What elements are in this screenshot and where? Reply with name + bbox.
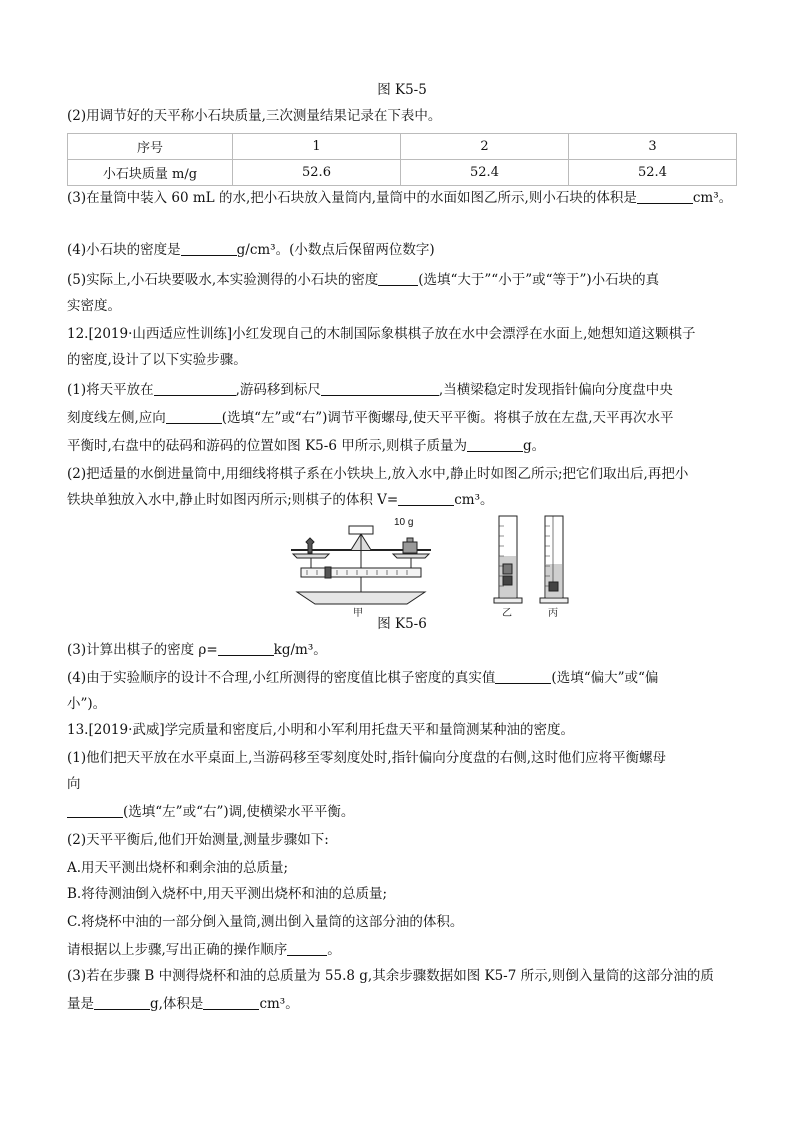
q11-part5-cont: 实密度。 [67, 298, 121, 314]
q13-step-a: A.用天平测出烧杯和剩余油的总质量; [67, 860, 289, 876]
answer-blank[interactable] [378, 271, 418, 286]
answer-blank[interactable] [94, 995, 150, 1010]
table-row [68, 160, 737, 186]
table-row [68, 134, 737, 160]
q11-part5: (5)实际上,小石块要吸水,本实验测得的小石块的密度 (选填“大于”“小于”或“等于”)小石块的真 [67, 272, 660, 288]
answer-blank[interactable] [181, 241, 237, 256]
answer-blank[interactable] [637, 189, 693, 204]
weight-label: 10 g [394, 517, 414, 528]
q13-part3: (3)若在步骤 B 中测得烧杯和油的总质量为 55.8 g,其余步骤数据如图 K5-7 所示,则倒入量筒的这部分油的质 [67, 968, 714, 984]
table-row-label: 小石块质量 m/g [68, 160, 233, 186]
table-header-cell: 2 [401, 134, 569, 160]
q11-part2: (2)用调节好的天平称小石块质量,三次测量结果记录在下表中。 [67, 108, 442, 124]
q11-part3: (3)在量筒中装入 60 mL 的水,把小石块放入量筒内,量筒中的水面如图乙所示,则小石块的体积是 cm³。 [67, 190, 733, 206]
q13-part2: (2)天平平衡后,他们开始测量,测量步骤如下: [67, 832, 329, 848]
q13-part1-line3: (选填“左”或“右”)调,使横梁水平平衡。 [67, 802, 354, 822]
q13-intro: 13.[2019·武威]学完质量和密度后,小明和小军利用托盘天平和量筒测某种油的密度。 [67, 722, 574, 738]
answer-blank[interactable] [467, 437, 523, 452]
q12-part1-line3: 平衡时,右盘中的砝码和游码的位置如图 K5-6 甲所示,则棋子质量为 g。 [67, 438, 546, 454]
q12-part4: (4)由于实验顺序的设计不合理,小红所测得的密度值比棋子密度的真实值 (选填“偏大”或“偏 [67, 670, 659, 686]
answer-blank[interactable] [154, 381, 236, 396]
table-cell: 52.4 [401, 160, 569, 186]
q13-order: 请根据以上步骤,写出正确的操作顺序 。 [67, 942, 341, 958]
q13-part1-cont: 向 [67, 776, 81, 792]
q12-part2-line2: 铁块单独放入水中,静止时如图丙所示;则棋子的体积 V= cm³。 [67, 492, 494, 508]
table-header-cell: 序号 [68, 134, 233, 160]
answer-blank[interactable] [67, 803, 123, 818]
answer-blank[interactable] [495, 669, 551, 684]
graduated-cylinder-bing [540, 516, 568, 603]
answer-blank[interactable] [321, 381, 439, 396]
table-header-cell: 1 [233, 134, 401, 160]
balance-illustration [291, 526, 431, 604]
answer-blank[interactable] [166, 409, 222, 424]
table-cell: 52.6 [233, 160, 401, 186]
q12-part4-cont: 小”)。 [67, 696, 107, 712]
figure-label-jia: 甲 [353, 608, 363, 618]
q12-part2: (2)把适量的水倒进量筒中,用细线将棋子系在小铁块上,放入水中,静止时如图乙所示;把它们取出后,再把小 [67, 466, 689, 482]
table-cell: 52.4 [569, 160, 737, 186]
answer-blank[interactable] [287, 941, 327, 956]
figure-label-yi: 乙 [502, 608, 512, 618]
q12-intro-cont: 的密度,设计了以下实验步骤。 [67, 352, 247, 368]
q11-part4: (4)小石块的密度是 g/cm³。(小数点后保留两位数字) [67, 242, 435, 258]
q12-part1: (1)将天平放在 ,游码移到标尺 ,当横梁稳定时发现指针偏向分度盘中央 [67, 382, 673, 398]
figure-label-bing: 丙 [548, 608, 558, 618]
figure-caption-k5-6: 图 K5-6 [377, 616, 427, 632]
q12-part3: (3)计算出棋子的密度 ρ= kg/m³。 [67, 642, 327, 658]
answer-blank[interactable] [218, 641, 274, 656]
mass-table [67, 133, 737, 186]
answer-blank[interactable] [398, 491, 454, 506]
figure-k5-6 [285, 512, 585, 618]
q13-step-b: B.将待测油倒入烧杯中,用天平测出烧杯和油的总质量; [67, 886, 388, 902]
figure-caption-k5-5: 图 K5-5 [377, 82, 427, 98]
q12-intro: 12.[2019·山西适应性训练]小红发现自己的木制国际象棋棋子放在水中会漂浮在水面上,她想知道这颗棋子 [67, 326, 696, 342]
answer-blank[interactable] [203, 995, 259, 1010]
table-header-cell: 3 [569, 134, 737, 160]
q13-part3-line2: 量是 g,体积是 cm³。 [67, 996, 299, 1012]
q13-step-c: C.将烧杯中油的一部分倒入量筒,测出倒入量筒的这部分油的体积。 [67, 914, 464, 930]
q12-part1-line2: 刻度线左侧,应向 (选填“左”或“右”)调节平衡螺母,使天平平衡。将棋子放在左盘,天平再次水平 [67, 410, 674, 426]
graduated-cylinder-yi [494, 516, 522, 603]
q13-part1: (1)他们把天平放在水平桌面上,当游码移至零刻度处时,指针偏向分度盘的右侧,这时他们应将平衡螺母 [67, 750, 666, 766]
